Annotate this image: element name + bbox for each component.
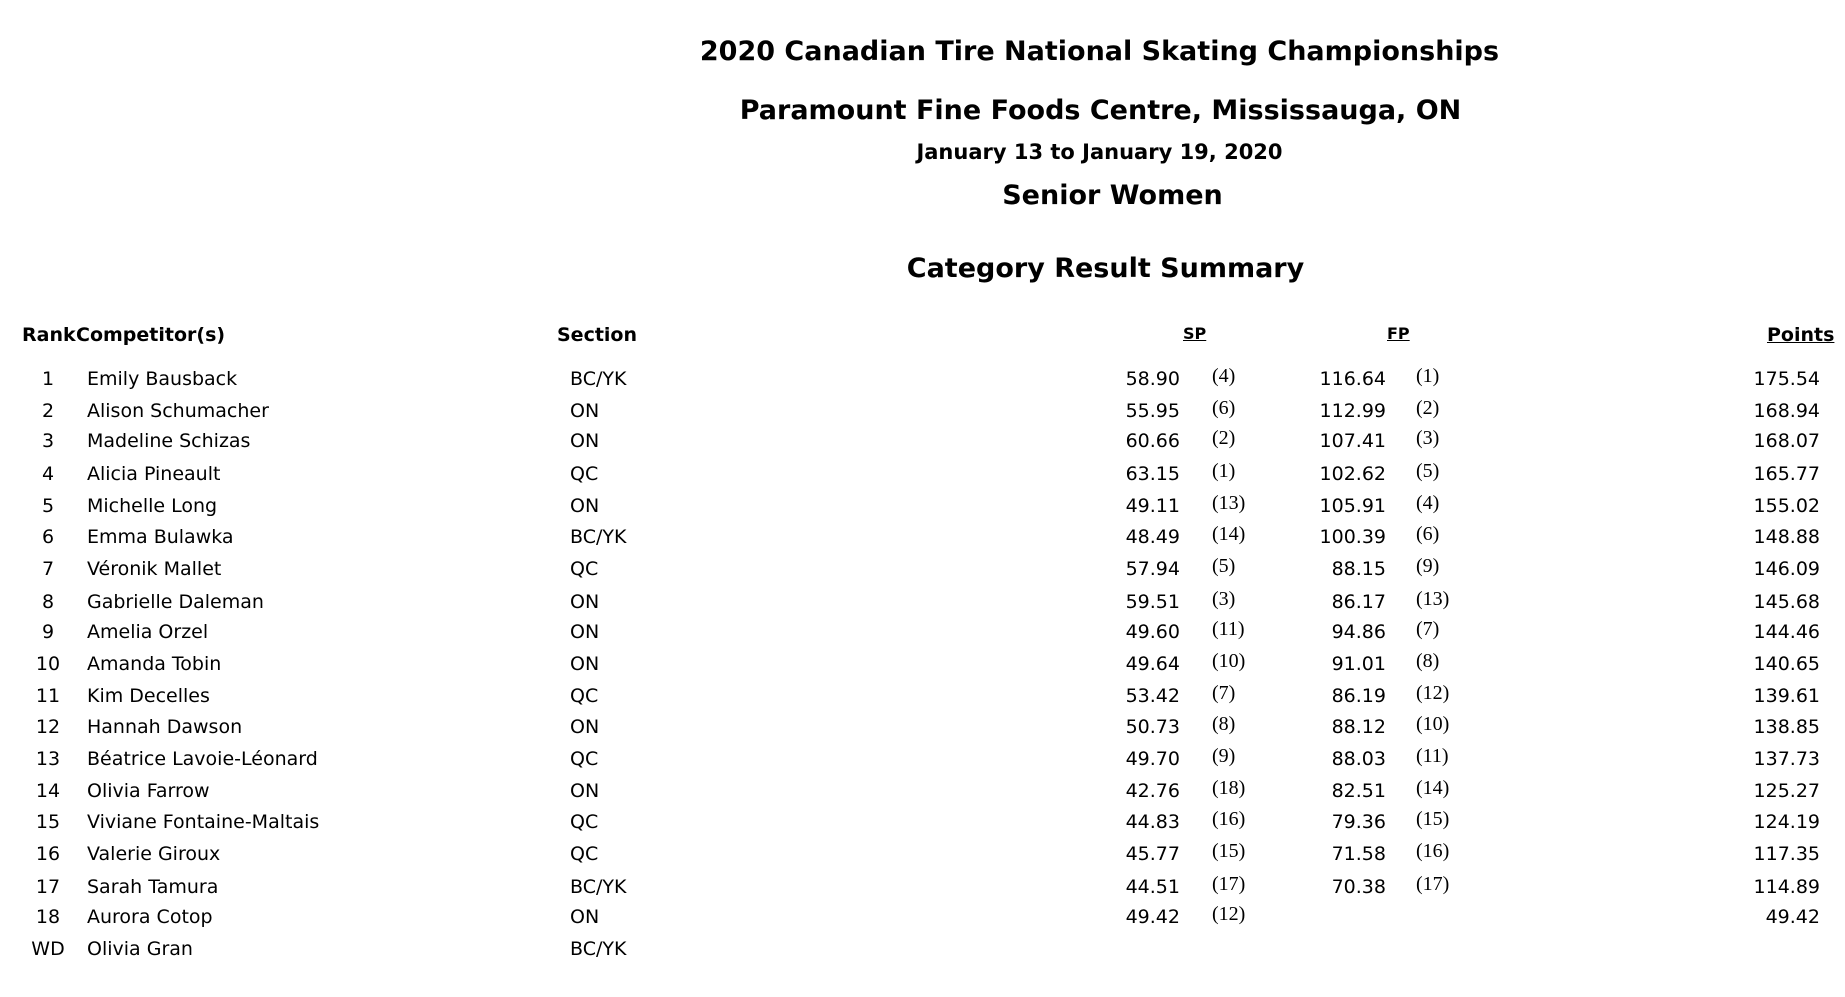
table-row — [0, 873, 1845, 904]
rank-cell: 11 — [35, 685, 61, 707]
total-points: 124.19 — [1753, 811, 1820, 833]
competitor-name: Olivia Gran — [87, 938, 193, 960]
total-points: 117.35 — [1753, 843, 1820, 865]
competitor-name: Amanda Tobin — [87, 653, 222, 675]
rank-cell: 8 — [41, 591, 55, 613]
total-points: 137.73 — [1753, 748, 1820, 770]
total-points: 139.61 — [1753, 685, 1820, 707]
rank-cell: 7 — [41, 558, 55, 580]
total-points: 144.46 — [1753, 621, 1820, 643]
competitor-name: Véronik Mallet — [87, 558, 222, 580]
sp-score: 49.64 — [1125, 653, 1180, 675]
competitor-name: Michelle Long — [87, 495, 218, 517]
sp-placement: (6) — [1212, 397, 1236, 419]
rank-cell: 14 — [35, 780, 61, 802]
rank-cell: 13 — [35, 748, 61, 770]
rank-cell: 9 — [41, 621, 55, 643]
sp-score: 59.51 — [1125, 591, 1180, 613]
table-row — [0, 427, 1845, 458]
table-row — [0, 523, 1845, 554]
fp-score: 116.64 — [1319, 368, 1386, 390]
total-points: 138.85 — [1753, 716, 1820, 738]
rank-cell: 3 — [41, 430, 55, 452]
rank-cell: 1 — [41, 368, 55, 390]
fp-placement: (8) — [1416, 650, 1440, 672]
rank-cell: 2 — [41, 400, 55, 422]
fp-placement: (7) — [1416, 618, 1440, 640]
rank-cell: 16 — [35, 843, 61, 865]
total-points: 155.02 — [1753, 495, 1820, 517]
table-row — [0, 713, 1845, 744]
section-cell: ON — [570, 400, 600, 422]
table-row — [0, 365, 1845, 396]
competitor-name: Kim Decelles — [87, 685, 210, 707]
fp-score: 88.12 — [1331, 716, 1386, 738]
sp-score: 44.51 — [1125, 876, 1180, 898]
fp-placement: (1) — [1416, 365, 1440, 387]
competitor-name: Emily Bausback — [87, 368, 238, 390]
section-cell: QC — [570, 685, 599, 707]
sp-placement: (16) — [1212, 808, 1246, 830]
competitor-name: Gabrielle Daleman — [87, 591, 264, 613]
sp-placement: (7) — [1212, 682, 1236, 704]
sp-placement: (3) — [1212, 588, 1236, 610]
sp-placement: (2) — [1212, 427, 1236, 449]
fp-placement: (13) — [1416, 588, 1450, 610]
fp-score: 70.38 — [1331, 876, 1386, 898]
sp-placement: (18) — [1212, 777, 1246, 799]
rank-cell: 15 — [35, 811, 61, 833]
fp-score: 105.91 — [1319, 495, 1386, 517]
table-row — [0, 745, 1845, 776]
fp-score: 107.41 — [1319, 430, 1386, 452]
sp-placement: (10) — [1212, 650, 1246, 672]
sp-score: 49.60 — [1125, 621, 1180, 643]
table-row — [0, 460, 1845, 491]
fp-placement: (6) — [1416, 523, 1440, 545]
fp-score: 91.01 — [1331, 653, 1386, 675]
total-points: 168.07 — [1753, 430, 1820, 452]
sp-score: 58.90 — [1125, 368, 1180, 390]
fp-score: 102.62 — [1319, 463, 1386, 485]
table-row — [0, 588, 1845, 619]
sp-score: 53.42 — [1125, 685, 1180, 707]
section-cell: BC/YK — [570, 876, 627, 898]
sp-placement: (11) — [1212, 618, 1245, 640]
section-cell: QC — [570, 843, 599, 865]
fp-placement: (3) — [1416, 427, 1440, 449]
fp-placement: (16) — [1416, 840, 1450, 862]
total-points: 168.94 — [1753, 400, 1820, 422]
table-row — [0, 618, 1845, 649]
rank-cell: 4 — [41, 463, 55, 485]
competitor-name: Hannah Dawson — [87, 716, 243, 738]
section-cell: QC — [570, 748, 599, 770]
fp-placement: (15) — [1416, 808, 1450, 830]
fp-placement: (5) — [1416, 460, 1440, 482]
sp-placement: (14) — [1212, 523, 1246, 545]
fp-placement: (10) — [1416, 713, 1450, 735]
table-row — [0, 397, 1845, 428]
sp-placement: (1) — [1212, 460, 1236, 482]
fp-column-header: FP — [1387, 324, 1410, 343]
rank-cell: 18 — [35, 906, 61, 928]
fp-score: 94.86 — [1331, 621, 1386, 643]
total-points: 125.27 — [1753, 780, 1820, 802]
section-cell: BC/YK — [570, 526, 627, 548]
total-points: 175.54 — [1753, 368, 1820, 390]
sp-score: 44.83 — [1125, 811, 1180, 833]
sp-placement: (8) — [1212, 713, 1236, 735]
fp-placement: (11) — [1416, 745, 1449, 767]
sp-score: 57.94 — [1125, 558, 1180, 580]
sp-placement: (15) — [1212, 840, 1246, 862]
sp-score: 49.42 — [1125, 906, 1180, 928]
section-cell: ON — [570, 906, 600, 928]
sp-score: 48.49 — [1125, 526, 1180, 548]
sp-score: 50.73 — [1125, 716, 1180, 738]
section-cell: QC — [570, 463, 599, 485]
fp-score: 88.03 — [1331, 748, 1386, 770]
competitor-name: Olivia Farrow — [87, 780, 210, 802]
sp-score: 49.11 — [1125, 495, 1180, 517]
section-cell: ON — [570, 716, 600, 738]
sp-placement: (4) — [1212, 365, 1236, 387]
competitor-column-header: Competitor(s) — [76, 324, 226, 346]
sp-placement: (9) — [1212, 745, 1236, 767]
section-cell: ON — [570, 591, 600, 613]
section-cell: QC — [570, 558, 599, 580]
table-row — [0, 650, 1845, 681]
table-row — [0, 903, 1845, 934]
total-points: 146.09 — [1753, 558, 1820, 580]
sp-placement: (5) — [1212, 555, 1236, 577]
competitor-name: Amelia Orzel — [87, 621, 209, 643]
points-column-header: Points — [1767, 324, 1835, 346]
rank-cell: WD — [31, 938, 65, 960]
fp-placement: (4) — [1416, 492, 1440, 514]
sp-score: 49.70 — [1125, 748, 1180, 770]
fp-placement: (9) — [1416, 555, 1440, 577]
competitor-name: Alison Schumacher — [87, 400, 269, 422]
event-title: 2020 Canadian Tire National Skating Championships — [699, 36, 1500, 67]
competitor-name: Béatrice Lavoie-Léonard — [87, 748, 318, 770]
fp-placement: (17) — [1416, 873, 1450, 895]
rank-cell: 6 — [41, 526, 55, 548]
fp-score: 82.51 — [1331, 780, 1386, 802]
rank-cell: 12 — [35, 716, 61, 738]
sp-score: 42.76 — [1125, 780, 1180, 802]
total-points: 165.77 — [1753, 463, 1820, 485]
section-cell: ON — [570, 495, 600, 517]
table-row — [0, 938, 1845, 966]
fp-placement: (14) — [1416, 777, 1450, 799]
section-column-header: Section — [557, 324, 638, 346]
rank-cell: 5 — [41, 495, 55, 517]
total-points: 49.42 — [1765, 906, 1820, 928]
fp-score: 79.36 — [1331, 811, 1386, 833]
rank-cell: 17 — [35, 876, 61, 898]
table-row — [0, 682, 1845, 713]
fp-score: 88.15 — [1331, 558, 1386, 580]
sp-placement: (17) — [1212, 873, 1246, 895]
sp-score: 55.95 — [1125, 400, 1180, 422]
fp-placement: (12) — [1416, 682, 1450, 704]
table-row — [0, 555, 1845, 586]
section-cell: QC — [570, 811, 599, 833]
competitor-name: Emma Bulawka — [87, 526, 234, 548]
rank-column-header: Rank — [22, 324, 76, 346]
fp-score: 86.19 — [1331, 685, 1386, 707]
table-row — [0, 777, 1845, 808]
fp-placement: (2) — [1416, 397, 1440, 419]
total-points: 114.89 — [1753, 876, 1820, 898]
total-points: 140.65 — [1753, 653, 1820, 675]
fp-score: 100.39 — [1319, 526, 1386, 548]
table-row — [0, 808, 1845, 839]
section-cell: ON — [570, 430, 600, 452]
section-cell: BC/YK — [570, 938, 627, 960]
competitor-name: Alicia Pineault — [87, 463, 221, 485]
competitor-name: Aurora Cotop — [87, 906, 213, 928]
section-cell: ON — [570, 653, 600, 675]
sp-placement: (13) — [1212, 492, 1246, 514]
section-cell: ON — [570, 621, 600, 643]
fp-score: 86.17 — [1331, 591, 1386, 613]
sp-column-header: SP — [1183, 324, 1207, 343]
rank-cell: 10 — [35, 653, 61, 675]
report-title: Category Result Summary — [906, 253, 1305, 284]
table-row — [0, 492, 1845, 523]
competitor-name: Viviane Fontaine-Maltais — [87, 811, 320, 833]
competitor-name: Sarah Tamura — [87, 876, 219, 898]
category-title: Senior Women — [1002, 180, 1223, 211]
total-points: 148.88 — [1753, 526, 1820, 548]
total-points: 145.68 — [1753, 591, 1820, 613]
event-dates: January 13 to January 19, 2020 — [916, 140, 1283, 164]
competitor-name: Madeline Schizas — [87, 430, 251, 452]
section-cell: BC/YK — [570, 368, 627, 390]
section-cell: ON — [570, 780, 600, 802]
sp-score: 45.77 — [1125, 843, 1180, 865]
sp-score: 63.15 — [1125, 463, 1180, 485]
sp-score: 60.66 — [1125, 430, 1180, 452]
fp-score: 71.58 — [1331, 843, 1386, 865]
table-row — [0, 840, 1845, 871]
fp-score: 112.99 — [1319, 400, 1386, 422]
competitor-name: Valerie Giroux — [87, 843, 221, 865]
sp-placement: (12) — [1212, 903, 1246, 925]
venue-title: Paramount Fine Foods Centre, Mississauga, ON — [739, 95, 1462, 126]
